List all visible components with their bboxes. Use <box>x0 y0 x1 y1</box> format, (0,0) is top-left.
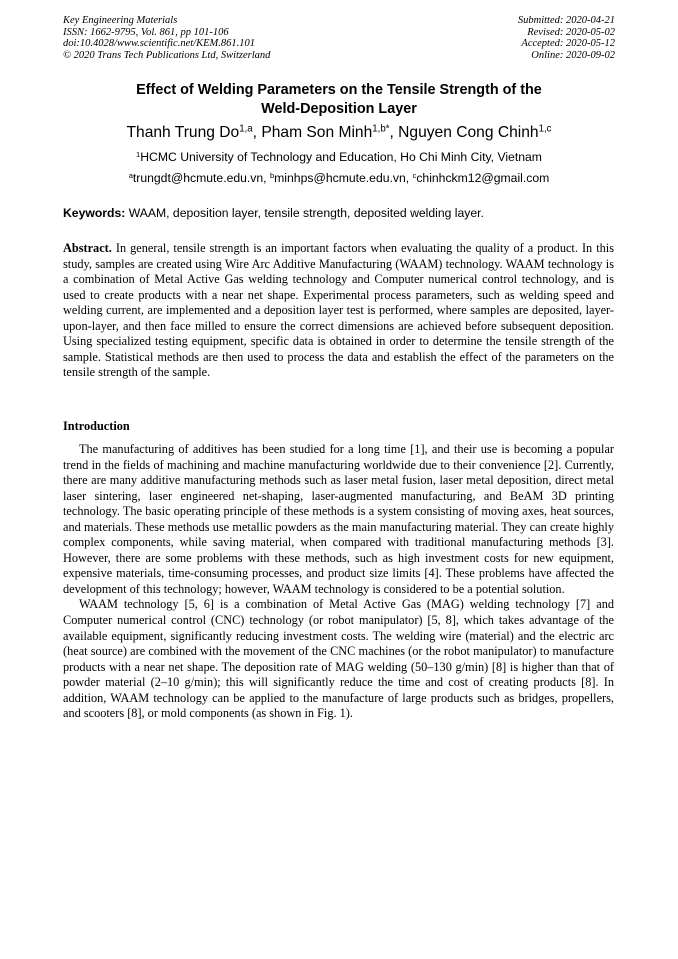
abstract-text: In general, tensile strength is an important factors when evaluating the quality of a product. In this study, samples are created using Wire Arc Additive Manufacturing (WAAM) technology. WAAM technology is a combination of Metal Active Gas welding technology and Computer numerical control technology, and is used to create products with a near net shape. Experimental process parameters, such as welding speed and welding current, are implemented and a deposition layer test is performed, where samples are deposited, layer-upon-layer, and then face milled to ensure the correct dimensions are achieved before subsequent deposition. Using specialized testing equipment, specific data is obtained in order to determine the tensile strength of the sample. Statistical methods are then used to process the data and establish the effect of the parameters on the tensile strength of the sample. <box>63 241 614 380</box>
journal-issn: ISSN: 1662-9795, Vol. 861, pp 101-106 <box>63 26 229 38</box>
email-address: chinhckm12@gmail.com <box>416 171 550 185</box>
email-3 <box>413 171 550 185</box>
date-accepted: Accepted: 2020-05-12 <box>521 38 615 50</box>
author-marker: 1,b* <box>372 123 390 135</box>
keywords-text: WAAM, deposition layer, tensile strength, deposited welding layer. <box>125 206 484 220</box>
affiliation <box>40 150 638 164</box>
email-1 <box>129 171 270 185</box>
email-list <box>40 171 638 185</box>
keywords <box>63 206 615 220</box>
email-address: minhps@hcmute.edu.vn <box>274 171 406 185</box>
email-marker: b <box>269 170 275 180</box>
author-separator: , <box>252 124 262 141</box>
author-1 <box>127 124 262 141</box>
email-marker: c <box>412 170 417 180</box>
intro-paragraph-1: The manufacturing of additives has been studied for a long time [1], and their use is becoming a popular trend in the fields of machining and machine manufacturing worldwide due to their convenience [2]. Currently, there are many additive manufacturing methods such as laser metal fusion, laser metal deposition, direct metal laser sintering, laser engineered net-shaping, laser-augmented manufacturing, and BeAM 3D printing technology. The basic operating principle of these methods is a system consisting of moving axes, heat sources, and materials. These methods use metallic powders as the main manufacturing material. They can create highly complex components, while saving material, when compared with traditional manufacturing methods [3]. However, there are some problems with these methods, such as high investment costs for new equipment, expensive materials, time-consuming processes, and product size limits [4]. These problems have affected the development of this technology; however, WAAM technology is considered to be a potential solution. <box>63 442 614 596</box>
journal-info <box>63 15 270 61</box>
section-heading-introduction: Introduction <box>63 419 130 433</box>
author-name: Pham Son Minh <box>261 124 373 141</box>
intro-paragraph-2: WAAM technology [5, 6] is a combination of Metal Active Gas (MAG) welding technology [7] and Computer numerical control (CNC) technology (or robot manipulator) [5, 8], which takes advantage of the available equipment, significantly reducing investment costs. The welding wire (material) and the electric arc (heat source) are combined with the movement of the CNC machines (or the robot manipulator) to manufacture products with a near net shape. The deposition rate of MAG welding (50–130 g/min) [8] is higher than that of powder material (2–10 g/min); this will significantly reduce the time and cost of creating products [8]. In addition, WAAM technology can be applied to the manufacture of large products such as bridges, propellers, and scooters [8], or mold components (as shown in Fig. 1). <box>63 597 614 721</box>
journal-name: Key Engineering Materials <box>63 15 178 26</box>
author-name: Nguyen Cong Chinh <box>398 124 539 141</box>
email-separator: , <box>405 171 413 185</box>
keywords-label: Keywords: <box>63 206 126 220</box>
date-online: Online: 2020-09-02 <box>531 49 615 61</box>
email-address: trungdt@hcmute.edu.vn <box>132 171 264 185</box>
email-separator: , <box>263 171 270 185</box>
author-name: Thanh Trung Do <box>126 124 240 141</box>
email-2 <box>270 171 413 185</box>
affiliation-marker: 1 <box>136 149 141 159</box>
affiliation-text: HCMC University of Technology and Education, Ho Chi Minh City, Vietnam <box>140 150 542 164</box>
author-2 <box>261 124 398 141</box>
title-line-2: Weld-Deposition Layer <box>261 101 417 117</box>
author-list <box>40 124 638 142</box>
abstract-label: Abstract. <box>63 241 112 255</box>
author-3 <box>398 124 551 141</box>
abstract <box>63 241 614 381</box>
date-submitted: Submitted: 2020-04-21 <box>517 15 615 26</box>
author-marker: 1,a <box>239 123 253 135</box>
author-marker: 1,c <box>538 123 552 135</box>
publication-dates <box>518 15 615 61</box>
title-line-1: Effect of Welding Parameters on the Tensile Strength of the <box>136 82 542 98</box>
email-marker: a <box>128 170 133 180</box>
journal-doi: doi:10.4028/www.scientific.net/KEM.861.101 <box>63 38 255 50</box>
date-revised: Revised: 2020-05-02 <box>527 26 615 38</box>
journal-copyright: © 2020 Trans Tech Publications Ltd, Switzerland <box>63 49 271 61</box>
author-separator: , <box>389 124 399 141</box>
paper-title <box>60 81 618 119</box>
abstract-paragraph <box>63 241 614 381</box>
introduction-body <box>63 442 614 722</box>
